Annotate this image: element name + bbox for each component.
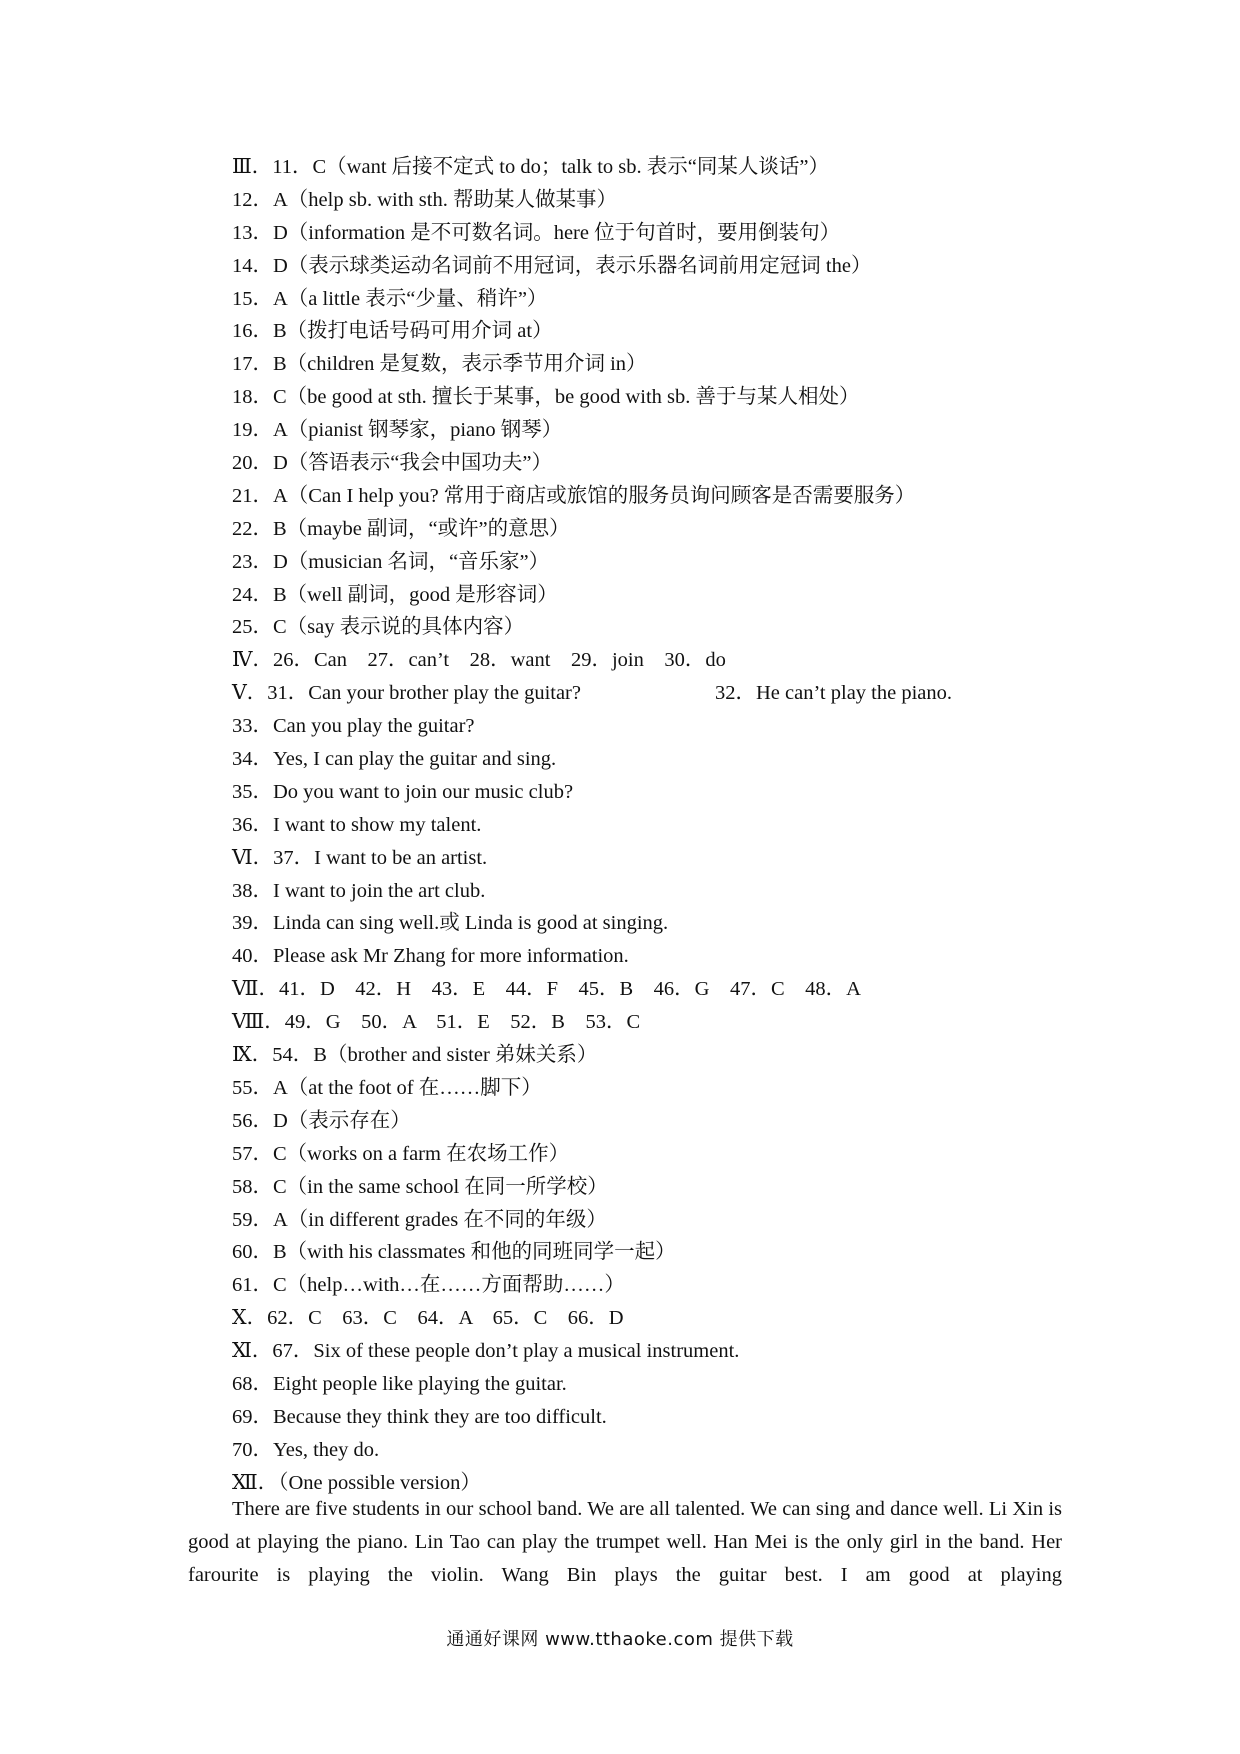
answer-line: 20．D（答语表示“我会中国功夫”）: [232, 452, 553, 475]
answer-line: 40．Please ask Mr Zhang for more information.: [232, 945, 629, 968]
answer-line: 16．B（拨打电话号码可用介词 at）: [232, 320, 553, 343]
answer-line: 15．A（a little 表示“少量、稍许”）: [232, 287, 548, 310]
answer-line: Ⅳ．26．Can 27．can’t 28．want 29．join 30．do: [232, 649, 726, 672]
answer-line: 60．B（with his classmates 和他的同班同学一起）: [232, 1241, 676, 1264]
answer-line: 38．I want to join the art club.: [232, 879, 486, 902]
answer-line: 19．A（pianist 钢琴家，piano 钢琴）: [232, 419, 563, 442]
answer-line: 13．D（information 是不可数名词。here 位于句首时，要用倒装句）: [232, 221, 841, 244]
answer-line: Ⅲ．11．C（want 后接不定式 to do；talk to sb. 表示“同某人谈话”）: [232, 156, 829, 178]
answer-line: 34．Yes, I can play the guitar and sing.: [232, 748, 557, 771]
answer-line: 25．C（say 表示说的具体内容）: [232, 616, 525, 639]
answer-line: Ⅻ．（One possible version）: [232, 1471, 481, 1494]
answer-line: 57．C（works on a farm 在农场工作）: [232, 1142, 570, 1165]
answer-line: 39．Linda can sing well.或 Linda is good at singing.: [232, 912, 669, 935]
answer-line: 22．B（maybe 副词，“或许”的意思）: [232, 517, 570, 540]
answer-32: 32．He can’t play the piano.: [715, 682, 953, 705]
answer-line: Ⅹ．62．C 63．C 64．A 65．C 66．D: [232, 1307, 624, 1330]
answer-31: Ⅴ．31．Can your brother play the guitar?: [232, 682, 581, 705]
answer-line: 59．A（in different grades 在不同的年级）: [232, 1208, 607, 1231]
answer-line: 23．D（musician 名词，“音乐家”）: [232, 550, 550, 573]
answer-line: 35．Do you want to join our music club?: [232, 780, 574, 803]
answer-line: 36．I want to show my talent.: [232, 813, 482, 836]
answer-line: 56．D（表示存在）: [232, 1109, 411, 1132]
answer-list: [232, 151, 1092, 1500]
answer-line: 21．A（Can I help you? 常用于商店或旅馆的服务员询问顾客是否需要服务）: [232, 484, 916, 507]
answer-line: 69．Because they think they are too difficult.: [232, 1405, 607, 1428]
answer-line: Ⅵ．37．I want to be an artist.: [232, 846, 488, 869]
answer-line: 68．Eight people like playing the guitar.: [232, 1372, 567, 1395]
answer-line-v: [232, 677, 1092, 710]
answer-line: Ⅶ．41．D 42．H 43．E 44．F 45．B 46．G 47．C 48．A: [232, 978, 861, 1001]
page-footer: 通通好课网 www.tthaoke.com 提供下载: [446, 1629, 794, 1650]
answer-line: 61．C（help…with…在……方面帮助……）: [232, 1274, 625, 1297]
answer-line: 12．A（help sb. with sth. 帮助某人做某事）: [232, 188, 617, 211]
answer-line: Ⅺ．67．Six of these people don’t play a musical instrument.: [232, 1340, 740, 1363]
answer-line: 33．Can you play the guitar?: [232, 715, 475, 738]
sample-composition: There are five students in our school band. We are all talented. We can sing and dance well. Li Xin is good at playing the piano. Lin Tao can play the trumpet well. Han Mei is the only girl in the band. Her farourite is playing the violin. Wang Bin plays the guitar best. I am good at playing: [188, 1498, 1062, 1586]
answer-line: 14．D（表示球类运动名词前不用冠词，表示乐器名词前用定冠词 the）: [232, 254, 872, 277]
answer-line: Ⅷ．49．G 50．A 51．E 52．B 53．C: [232, 1011, 641, 1034]
answer-line: 24．B（well 副词，good 是形容词）: [232, 583, 558, 606]
answer-line: 70．Yes, they do.: [232, 1438, 380, 1461]
answer-line: 17．B（children 是复数，表示季节用介词 in）: [232, 353, 647, 376]
answer-line: 18．C（be good at sth. 擅长于某事，be good with sb. 善于与某人相处）: [232, 386, 860, 409]
answer-line: 58．C（in the same school 在同一所学校）: [232, 1175, 608, 1198]
answer-line: 55．A（at the foot of 在……脚下）: [232, 1076, 542, 1099]
answer-line: Ⅸ．54．B（brother and sister 弟妹关系）: [232, 1044, 598, 1067]
